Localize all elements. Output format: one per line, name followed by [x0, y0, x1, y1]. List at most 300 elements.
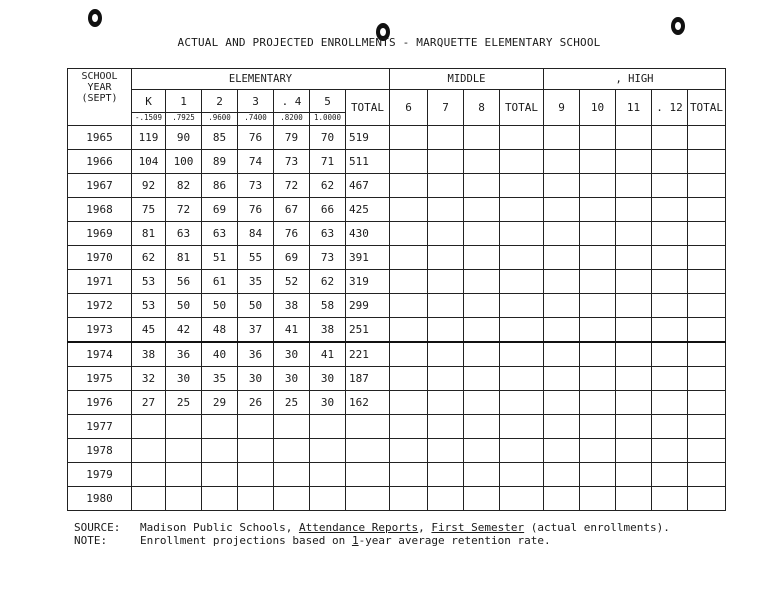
enrollment-cell: 119 [132, 126, 166, 150]
year-cell: 1978 [68, 439, 132, 463]
high-cell [616, 391, 652, 415]
enrollment-cell: 38 [310, 318, 346, 343]
high-cell [688, 318, 726, 343]
table-row [68, 174, 726, 198]
enrollment-cell: 30 [310, 391, 346, 415]
high-cell [616, 367, 652, 391]
enrollment-cell: 53 [132, 294, 166, 318]
middle-cell [428, 439, 464, 463]
enrollment-cell: 73 [274, 150, 310, 174]
enrollment-cell [202, 439, 238, 463]
retention-rate: .8200 [274, 113, 310, 126]
high-cell [652, 487, 688, 511]
enrollment-cell: 62 [132, 246, 166, 270]
middle-cell [390, 463, 428, 487]
enrollment-cell: 71 [310, 150, 346, 174]
elementary-total-cell: 425 [346, 198, 390, 222]
middle-cell [428, 487, 464, 511]
enrollment-cell: 38 [274, 294, 310, 318]
enrollment-cell: 79 [274, 126, 310, 150]
high-cell [580, 487, 616, 511]
middle-cell [464, 342, 500, 367]
enrollment-cell [202, 415, 238, 439]
enrollment-cell: 51 [202, 246, 238, 270]
middle-cell [464, 270, 500, 294]
middle-cell [428, 150, 464, 174]
enrollment-cell: 62 [310, 270, 346, 294]
middle-cell [428, 318, 464, 343]
elementary-total-cell: 319 [346, 270, 390, 294]
enrollment-cell: 53 [132, 270, 166, 294]
high-cell [688, 487, 726, 511]
middle-header: MIDDLE [390, 69, 544, 90]
enrollment-cell: 75 [132, 198, 166, 222]
high-cell [616, 246, 652, 270]
enrollment-cell [274, 487, 310, 511]
enrollment-cell: 41 [274, 318, 310, 343]
grade-header: . 4 [274, 90, 310, 113]
table-row [68, 150, 726, 174]
year-cell: 1977 [68, 415, 132, 439]
middle-cell [464, 367, 500, 391]
enrollment-cell: 55 [238, 246, 274, 270]
enrollment-cell: 30 [166, 367, 202, 391]
middle-cell [464, 318, 500, 343]
middle-cell [390, 198, 428, 222]
high-cell [688, 174, 726, 198]
elementary-total-cell: 162 [346, 391, 390, 415]
notes-block [74, 521, 670, 547]
table-row [68, 367, 726, 391]
enrollment-cell [238, 487, 274, 511]
enrollment-cell: 50 [238, 294, 274, 318]
table-row [68, 222, 726, 246]
high-cell [688, 439, 726, 463]
retention-rate: 1.0000 [310, 113, 346, 126]
enrollment-cell: 26 [238, 391, 274, 415]
high-cell [544, 126, 580, 150]
enrollment-cell: 76 [238, 126, 274, 150]
enrollment-cell: 50 [202, 294, 238, 318]
high-cell [544, 198, 580, 222]
year-cell: 1970 [68, 246, 132, 270]
middle-cell [428, 391, 464, 415]
year-cell: 1976 [68, 391, 132, 415]
high-cell [580, 246, 616, 270]
source-sep: , [418, 521, 425, 534]
enrollment-cell: 90 [166, 126, 202, 150]
middle-cell [428, 174, 464, 198]
enrollment-cell: 86 [202, 174, 238, 198]
middle-cell [500, 318, 544, 343]
enrollment-cell [202, 463, 238, 487]
enrollment-cell: 84 [238, 222, 274, 246]
enrollment-cell: 27 [132, 391, 166, 415]
enrollment-cell: 76 [274, 222, 310, 246]
enrollment-cell: 42 [166, 318, 202, 343]
high-cell [616, 174, 652, 198]
year-cell: 1972 [68, 294, 132, 318]
enrollment-cell: 73 [310, 246, 346, 270]
high-cell [580, 342, 616, 367]
enrollment-cell: 67 [274, 198, 310, 222]
source-report: Attendance Reports [298, 521, 419, 534]
grade-header: 8 [464, 90, 500, 126]
enrollment-cell: 82 [166, 174, 202, 198]
high-cell [544, 367, 580, 391]
grade-header: 5 [310, 90, 346, 113]
high-cell [616, 222, 652, 246]
high-cell [616, 342, 652, 367]
middle-cell [390, 294, 428, 318]
note-number: 1 [351, 534, 359, 547]
middle-cell [464, 439, 500, 463]
middle-cell [500, 222, 544, 246]
enrollment-cell [166, 463, 202, 487]
enrollment-cell: 50 [166, 294, 202, 318]
middle-cell [464, 487, 500, 511]
enrollment-cell: 36 [238, 342, 274, 367]
year-cell: 1980 [68, 487, 132, 511]
high-cell [544, 150, 580, 174]
middle-cell [500, 294, 544, 318]
enrollment-cell: 66 [310, 198, 346, 222]
high-cell [652, 415, 688, 439]
middle-cell [390, 150, 428, 174]
enrollment-cell [132, 415, 166, 439]
middle-cell [390, 391, 428, 415]
middle-total-header: TOTAL [500, 90, 544, 126]
middle-cell [390, 270, 428, 294]
middle-cell [428, 126, 464, 150]
middle-cell [428, 270, 464, 294]
high-cell [616, 415, 652, 439]
high-header: , HIGH [544, 69, 726, 90]
enrollment-cell: 62 [310, 174, 346, 198]
middle-cell [500, 439, 544, 463]
high-cell [688, 342, 726, 367]
document-title: ACTUAL AND PROJECTED ENROLLMENTS - MARQUETTE ELEMENTARY SCHOOL [177, 36, 601, 49]
middle-cell [464, 198, 500, 222]
high-cell [652, 150, 688, 174]
high-cell [616, 487, 652, 511]
middle-cell [500, 174, 544, 198]
high-cell [652, 126, 688, 150]
high-cell [652, 246, 688, 270]
enrollment-cell: 76 [238, 198, 274, 222]
high-cell [616, 294, 652, 318]
enrollment-cell: 52 [274, 270, 310, 294]
middle-cell [464, 391, 500, 415]
enrollment-cell: 30 [238, 367, 274, 391]
middle-cell [390, 126, 428, 150]
table-row [68, 246, 726, 270]
high-cell [688, 463, 726, 487]
elementary-header: ELEMENTARY [132, 69, 390, 90]
enrollment-cell: 100 [166, 150, 202, 174]
enrollment-cell: 92 [132, 174, 166, 198]
high-cell [688, 150, 726, 174]
enrollment-cell [202, 487, 238, 511]
high-cell [544, 487, 580, 511]
year-cell: 1965 [68, 126, 132, 150]
enrollment-rows [68, 126, 726, 511]
high-cell [580, 150, 616, 174]
table-row [68, 318, 726, 343]
elementary-total-cell [346, 463, 390, 487]
year-cell: 1969 [68, 222, 132, 246]
table-row [68, 294, 726, 318]
middle-cell [500, 463, 544, 487]
high-cell [580, 463, 616, 487]
middle-cell [390, 367, 428, 391]
high-cell [652, 342, 688, 367]
high-cell [616, 270, 652, 294]
enrollment-cell: 72 [166, 198, 202, 222]
enrollment-cell [166, 415, 202, 439]
table-row [68, 342, 726, 367]
high-cell [544, 415, 580, 439]
high-cell [580, 198, 616, 222]
high-cell [544, 222, 580, 246]
enrollment-cell [274, 439, 310, 463]
enrollment-cell: 45 [132, 318, 166, 343]
middle-cell [428, 294, 464, 318]
middle-cell [500, 391, 544, 415]
year-cell: 1966 [68, 150, 132, 174]
enrollment-cell: 56 [166, 270, 202, 294]
year-cell: 1971 [68, 270, 132, 294]
middle-cell [390, 439, 428, 463]
high-cell [688, 270, 726, 294]
high-cell [580, 126, 616, 150]
high-cell [688, 294, 726, 318]
enrollment-cell: 35 [238, 270, 274, 294]
elementary-total-cell: 391 [346, 246, 390, 270]
enrollment-cell: 104 [132, 150, 166, 174]
high-cell [580, 174, 616, 198]
middle-cell [390, 246, 428, 270]
high-cell [544, 318, 580, 343]
table-row [68, 463, 726, 487]
middle-cell [500, 270, 544, 294]
high-cell [652, 174, 688, 198]
grade-header: 3 [238, 90, 274, 113]
middle-cell [464, 174, 500, 198]
source-prefix: Madison Public Schools, [140, 521, 293, 534]
middle-cell [390, 487, 428, 511]
enrollment-cell: 81 [132, 222, 166, 246]
high-cell [652, 294, 688, 318]
year-cell: 1979 [68, 463, 132, 487]
grade-header: 11 [616, 90, 652, 126]
note-prefix: Enrollment projections based on [140, 534, 346, 547]
year-cell: 1974 [68, 342, 132, 367]
enrollment-cell: 29 [202, 391, 238, 415]
enrollment-cell [310, 487, 346, 511]
enrollment-cell [238, 415, 274, 439]
enrollment-cell: 61 [202, 270, 238, 294]
middle-cell [464, 294, 500, 318]
middle-cell [428, 342, 464, 367]
middle-cell [500, 342, 544, 367]
enrollment-cell: 63 [202, 222, 238, 246]
punch-hole-right [671, 17, 685, 35]
high-cell [616, 318, 652, 343]
high-cell [652, 463, 688, 487]
middle-cell [390, 222, 428, 246]
middle-cell [500, 150, 544, 174]
retention-rate: .7400 [238, 113, 274, 126]
table-row [68, 391, 726, 415]
elementary-total-cell: 251 [346, 318, 390, 343]
enrollment-cell [310, 415, 346, 439]
high-cell [580, 391, 616, 415]
retention-rate: -.1509 [132, 113, 166, 126]
high-cell [652, 270, 688, 294]
source-line [74, 521, 670, 534]
table-row [68, 415, 726, 439]
table-row [68, 198, 726, 222]
elementary-total-cell [346, 415, 390, 439]
year-cell: 1968 [68, 198, 132, 222]
enrollment-cell: 69 [274, 246, 310, 270]
source-label: SOURCE: [74, 521, 121, 534]
enrollment-cell: 58 [310, 294, 346, 318]
enrollment-cell: 32 [132, 367, 166, 391]
year-cell: 1975 [68, 367, 132, 391]
middle-cell [500, 198, 544, 222]
high-cell [688, 246, 726, 270]
enrollment-cell: 30 [310, 367, 346, 391]
enrollment-cell: 30 [274, 342, 310, 367]
retention-rate: .7925 [166, 113, 202, 126]
middle-cell [464, 150, 500, 174]
middle-cell [390, 318, 428, 343]
elementary-total-cell: 430 [346, 222, 390, 246]
high-cell [616, 126, 652, 150]
high-cell [688, 198, 726, 222]
enrollment-table [67, 68, 726, 511]
enrollment-cell: 89 [202, 150, 238, 174]
grade-header: 9 [544, 90, 580, 126]
enrollment-cell: 25 [274, 391, 310, 415]
middle-cell [428, 367, 464, 391]
middle-cell [464, 415, 500, 439]
enrollment-cell: 74 [238, 150, 274, 174]
middle-cell [464, 246, 500, 270]
enrollment-cell: 25 [166, 391, 202, 415]
high-cell [652, 318, 688, 343]
elementary-total-cell: 467 [346, 174, 390, 198]
enrollment-cell [166, 487, 202, 511]
enrollment-cell [274, 463, 310, 487]
high-cell [544, 174, 580, 198]
middle-cell [390, 415, 428, 439]
enrollment-cell [238, 463, 274, 487]
high-cell [544, 391, 580, 415]
high-cell [580, 367, 616, 391]
high-cell [652, 222, 688, 246]
high-cell [688, 222, 726, 246]
middle-cell [428, 198, 464, 222]
enrollment-cell: 48 [202, 318, 238, 343]
high-cell [544, 342, 580, 367]
enrollment-cell: 63 [166, 222, 202, 246]
high-cell [616, 198, 652, 222]
enrollment-cell [310, 439, 346, 463]
high-cell [652, 198, 688, 222]
high-cell [544, 294, 580, 318]
middle-cell [428, 463, 464, 487]
elementary-total-header: TOTAL [346, 90, 390, 126]
high-cell [580, 318, 616, 343]
high-cell [688, 367, 726, 391]
high-cell [652, 367, 688, 391]
middle-cell [500, 487, 544, 511]
middle-cell [500, 367, 544, 391]
enrollment-cell [238, 439, 274, 463]
enrollment-cell: 81 [166, 246, 202, 270]
middle-cell [464, 463, 500, 487]
high-cell [580, 294, 616, 318]
table-row [68, 126, 726, 150]
high-cell [652, 439, 688, 463]
enrollment-cell [132, 487, 166, 511]
enrollment-cell: 38 [132, 342, 166, 367]
year-cell: 1967 [68, 174, 132, 198]
high-cell [688, 415, 726, 439]
enrollment-cell: 69 [202, 198, 238, 222]
enrollment-cell: 85 [202, 126, 238, 150]
high-cell [616, 463, 652, 487]
middle-cell [428, 415, 464, 439]
middle-cell [390, 174, 428, 198]
enrollment-cell: 30 [274, 367, 310, 391]
grade-header: K [132, 90, 166, 113]
punch-hole-left [88, 9, 102, 27]
elementary-total-cell: 221 [346, 342, 390, 367]
enrollment-cell: 41 [310, 342, 346, 367]
enrollment-cell [310, 463, 346, 487]
elementary-total-cell: 299 [346, 294, 390, 318]
middle-cell [464, 222, 500, 246]
high-cell [544, 463, 580, 487]
enrollment-cell [274, 415, 310, 439]
school-year-header: SCHOOL YEAR (SEPT) [68, 69, 132, 126]
high-cell [544, 270, 580, 294]
middle-cell [500, 126, 544, 150]
middle-cell [500, 415, 544, 439]
source-semester: First Semester [431, 521, 525, 534]
enrollment-cell [132, 463, 166, 487]
enrollment-cell: 73 [238, 174, 274, 198]
enrollment-cell: 36 [166, 342, 202, 367]
high-cell [580, 222, 616, 246]
middle-cell [428, 222, 464, 246]
elementary-total-cell: 519 [346, 126, 390, 150]
enrollment-cell [132, 439, 166, 463]
table-row [68, 270, 726, 294]
enrollment-cell: 40 [202, 342, 238, 367]
enrollment-cell: 72 [274, 174, 310, 198]
grade-header: 6 [390, 90, 428, 126]
middle-cell [390, 342, 428, 367]
elementary-total-cell [346, 487, 390, 511]
table-row [68, 439, 726, 463]
note-suffix: -year average retention rate. [358, 534, 551, 547]
high-cell [580, 439, 616, 463]
